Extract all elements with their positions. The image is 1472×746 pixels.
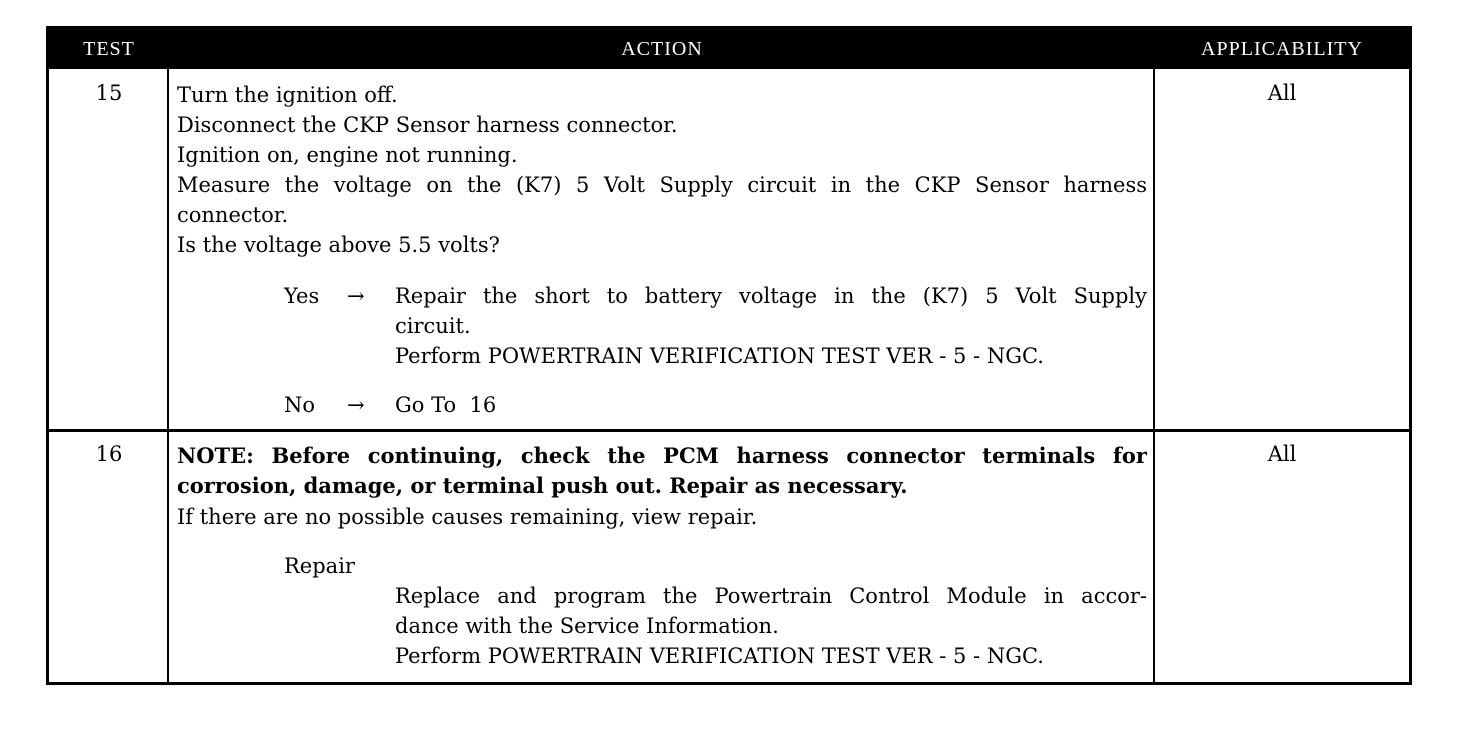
step-line: If there are no possible causes remaining, view repair. <box>177 505 758 529</box>
repair-action-line: Replace and program the Powertrain Control Module in accor- <box>395 584 1147 608</box>
right-arrow-icon: → <box>347 284 365 308</box>
step-line: connector. <box>177 203 289 227</box>
applicability-value: All <box>1267 442 1297 466</box>
repair-action-line: dance with the Service Information. <box>395 614 779 638</box>
header-test: TEST <box>83 38 135 60</box>
no-action-line: Go To 16 <box>395 393 497 417</box>
diagnostic-table <box>46 26 1412 685</box>
yes-action-line: circuit. <box>395 314 471 338</box>
step-line: Measure the voltage on the (K7) 5 Volt Supply circuit in the CKP Sensor harness <box>177 173 1147 197</box>
test-cell <box>49 432 169 682</box>
header-action: ACTION <box>621 38 703 60</box>
repair-label: Repair <box>284 554 355 578</box>
step-line: Disconnect the CKP Sensor harness connector. <box>177 113 678 137</box>
repair-action-line: Perform POWERTRAIN VERIFICATION TEST VER - 5 - NGC. <box>395 644 1044 668</box>
yes-label: Yes <box>284 284 320 308</box>
right-arrow-icon: → <box>347 393 365 417</box>
step-question: Is the voltage above 5.5 volts? <box>177 233 500 257</box>
header-applicability: APPLICABILITY <box>1201 38 1363 60</box>
test-number: 16 <box>95 442 123 466</box>
action-cell <box>169 69 1155 429</box>
table-header <box>49 29 1409 69</box>
step-line: Turn the ignition off. <box>177 83 398 107</box>
applicability-cell <box>1155 69 1409 429</box>
yes-action-line: Perform POWERTRAIN VERIFICATION TEST VER - 5 - NGC. <box>395 344 1044 368</box>
test-cell <box>49 69 169 429</box>
step-line: Ignition on, engine not running. <box>177 143 518 167</box>
applicability-cell <box>1155 432 1409 682</box>
no-label: No <box>284 393 316 417</box>
table-row-15 <box>49 69 1409 429</box>
action-cell <box>169 432 1155 682</box>
table-row-16 <box>49 429 1409 682</box>
applicability-value: All <box>1267 81 1297 105</box>
note-line: corrosion, damage, or terminal push out. Repair as necessary. <box>177 473 908 498</box>
note-line: NOTE: Before continuing, check the PCM harness connector terminals for <box>177 443 1147 468</box>
test-number: 15 <box>95 81 123 105</box>
yes-action-line: Repair the short to battery voltage in the (K7) 5 Volt Supply <box>395 284 1147 308</box>
